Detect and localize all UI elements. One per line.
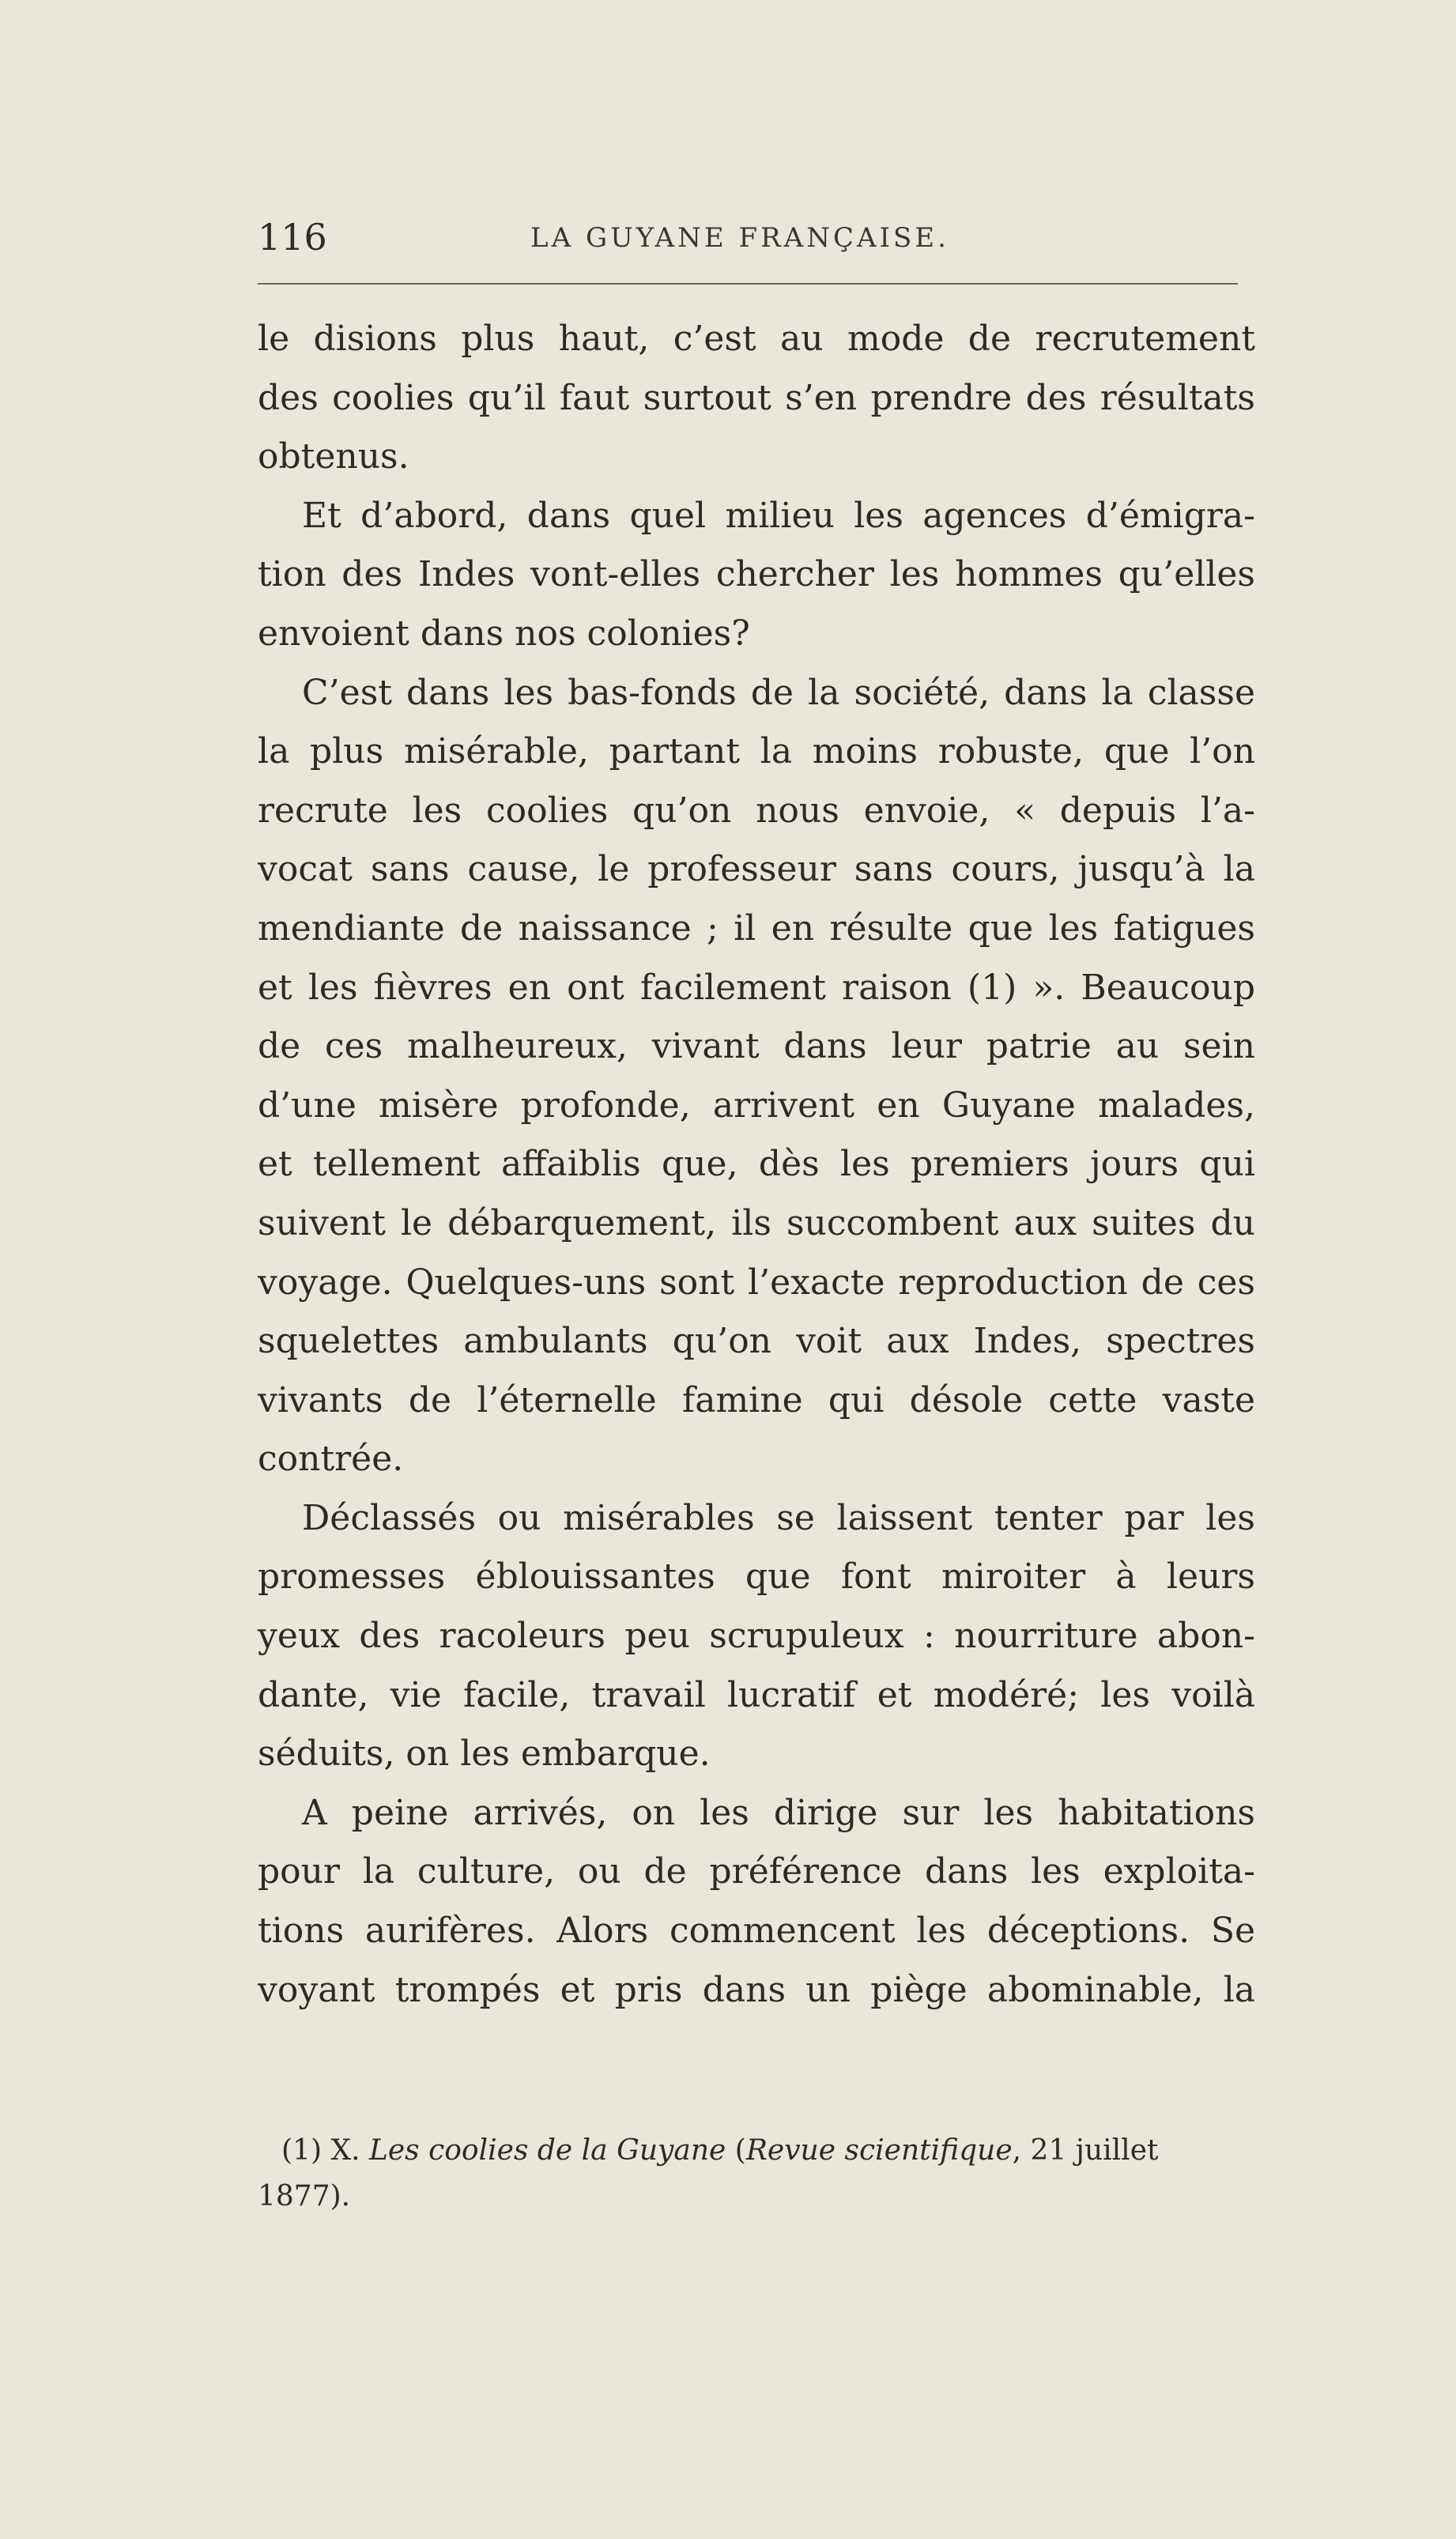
text-line: et tellement affaiblis que, dès les premiers jours qui [258, 1144, 1255, 1185]
text-line: voyage. Quelques-uns sont l’exacte reproduction de ces [258, 1262, 1255, 1303]
text-line: envoient dans nos colonies? [258, 613, 750, 654]
footnote-continuation: 1877). [258, 2180, 351, 2213]
footnote-open-paren: ( [726, 2134, 746, 2167]
text-line: d’une misère profonde, arrivent en Guyane malades, [258, 1085, 1255, 1126]
text-line: vivants de l’éternelle famine qui désole cette vaste [258, 1379, 1255, 1420]
text-line: tion des Indes vont-elles chercher les hommes qu’elles [258, 554, 1255, 595]
footnote-marker: (1) X. [281, 2134, 360, 2167]
text-line: mendiante de naissance ; il en résulte que les fatigues [258, 907, 1255, 949]
text-line: promesses éblouissantes que font miroiter à leurs [258, 1556, 1255, 1598]
text-line: Déclassés ou misérables se laissent tenter par les [302, 1497, 1255, 1538]
text-line: séduits, on les embarque. [258, 1734, 711, 1775]
text-line: A peine arrivés, on les dirige sur les habitations [302, 1792, 1255, 1833]
header-rule [258, 283, 1238, 285]
text-line: yeux des racoleurs peu scrupuleux : nourriture abon- [258, 1616, 1255, 1657]
text-line: vocat sans cause, le professeur sans cours, jusqu’à la [258, 849, 1255, 890]
text-line: voyant trompés et pris dans un piège abominable, la [258, 1969, 1255, 2010]
footnote-line [258, 2128, 1255, 2174]
text-line: la plus misérable, partant la moins robuste, que l’on [258, 731, 1255, 772]
text-line: suivent le débarquement, ils succombent aux suites du [258, 1202, 1255, 1243]
page-header [258, 213, 1238, 269]
text-line: recrute les coolies qu’on nous envoie, « depuis l’a- [258, 790, 1255, 831]
footnote [258, 2128, 1255, 2220]
text-line: le disions plus haut, c’est au mode de recrutement [258, 319, 1255, 359]
footnote-title: Les coolies de la Guyane [368, 2134, 726, 2167]
text-line: dante, vie facile, travail lucratif et modéré; les voilà [258, 1674, 1255, 1715]
text-line: obtenus. [258, 436, 409, 477]
body-text [258, 310, 1255, 2020]
text-line: C’est dans les bas-fonds de la société, dans la classe [302, 672, 1255, 713]
text-line: de ces malheureux, vivant dans leur patrie au sein [258, 1026, 1255, 1067]
text-line: tions aurifères. Alors commencent les déceptions. Se [258, 1911, 1255, 1952]
page-number: 116 [258, 216, 327, 258]
text-line: et les fièvres en ont facilement raison (1) ». Beaucoup [258, 967, 1255, 1008]
footnote-journal: Revue scientifique [745, 2134, 1013, 2167]
text-line: des coolies qu’il faut surtout s’en prendre des résultats [258, 377, 1255, 418]
footnote-date: , 21 juillet [1012, 2134, 1159, 2167]
running-title: LA GUYANE FRANÇAISE. [530, 222, 949, 254]
text-line: pour la culture, ou de préférence dans les exploita- [258, 1851, 1255, 1892]
text-line: Et d’abord, dans quel milieu les agences d’émigra- [302, 495, 1255, 536]
text-line: squelettes ambulants qu’on voit aux Indes, spectres [258, 1321, 1255, 1362]
text-line: contrée. [258, 1439, 404, 1480]
